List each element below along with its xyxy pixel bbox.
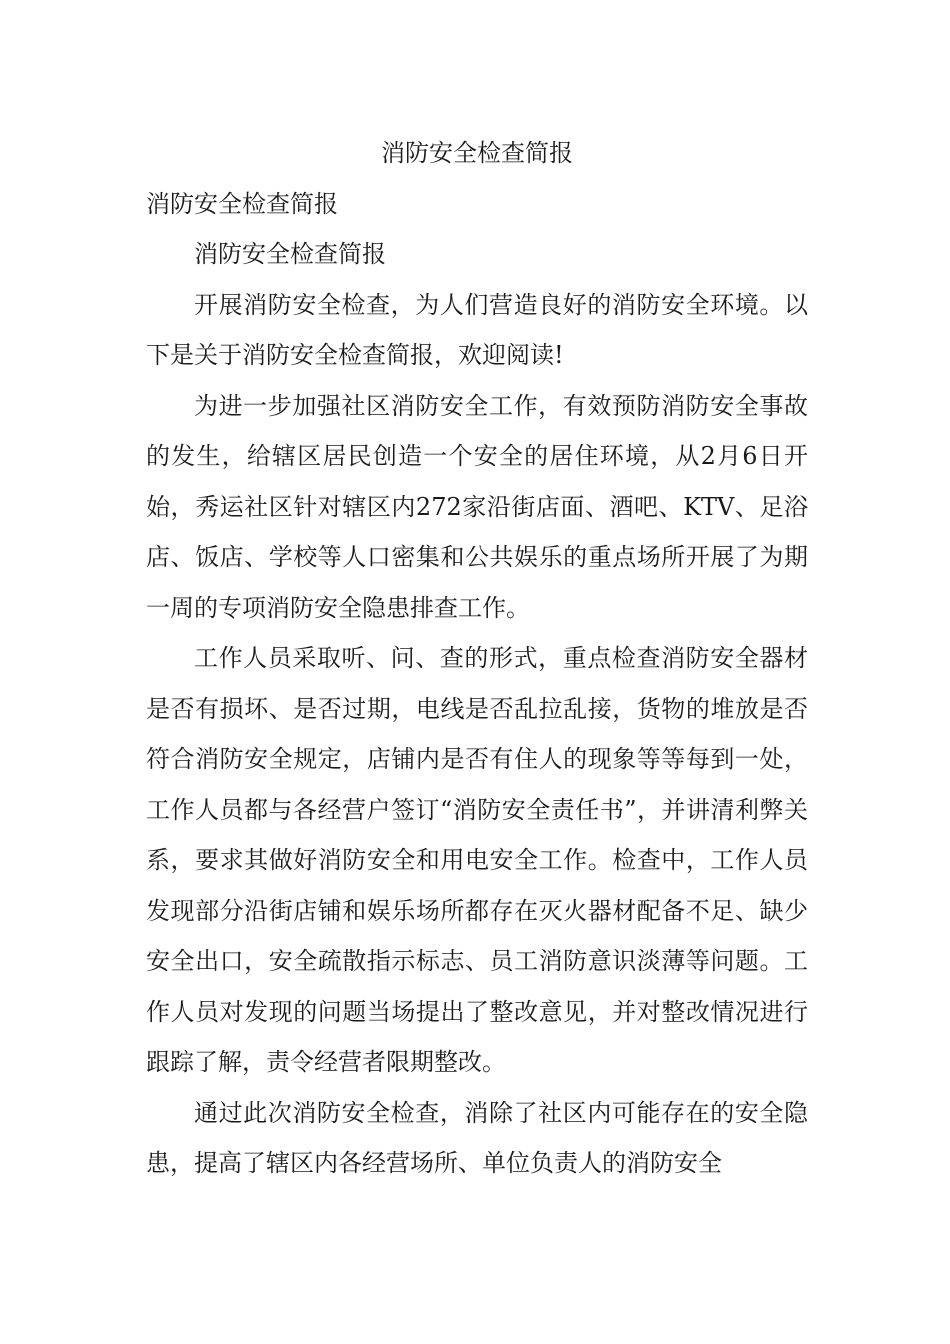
subtitle-line: 消防安全检查简报 [146,189,338,218]
heading-line: 消防安全检查简报 [194,240,386,268]
document-title: 消防安全检查简报 [381,139,573,167]
body-paragraph: 通过此次消防安全检查，消除了社区内可能存在的安全隐患，提高了辖区内各经营场所、单位负责人的消防安全 [146,1098,808,1177]
body-paragraph: 为进一步加强社区消防安全工作，有效预防消防安全事故的发生，给辖区居民创造一个安全的居住环境，从2月6日开始，秀运社区针对辖区内272家沿街店面、酒吧、KTV、足浴店、饭店、学校等人口密集和公共娱乐的重点场所开展了为期一周的专项消防安全隐患排查工作。 [146,391,808,622]
intro-paragraph: 开展消防安全检查，为人们营造良好的消防安全环境。以下是关于消防安全检查简报，欢迎阅读! [146,290,808,369]
body-paragraph: 工作人员采取听、问、查的形式，重点检查消防安全器材是否有损坏、是否过期，电线是否乱拉乱接，货物的堆放是否符合消防安全规定，店铺内是否有住人的现象等等每到一处，工作人员都与各经营户签订“消防安全责任书”，并讲清利弊关系，要求其做好消防安全和用电安全工作。检查中，工作人员发现部分沿街店铺和娱乐场所都存在灭火器材配备不足、缺少安全出口，安全疏散指示标志、员工消防意识淡薄等问题。工作人员对发现的问题当场提出了整改意见，并对整改情况进行跟踪了解，责令经营者限期整改。 [146,644,808,1076]
document-body [146,128,808,1189]
